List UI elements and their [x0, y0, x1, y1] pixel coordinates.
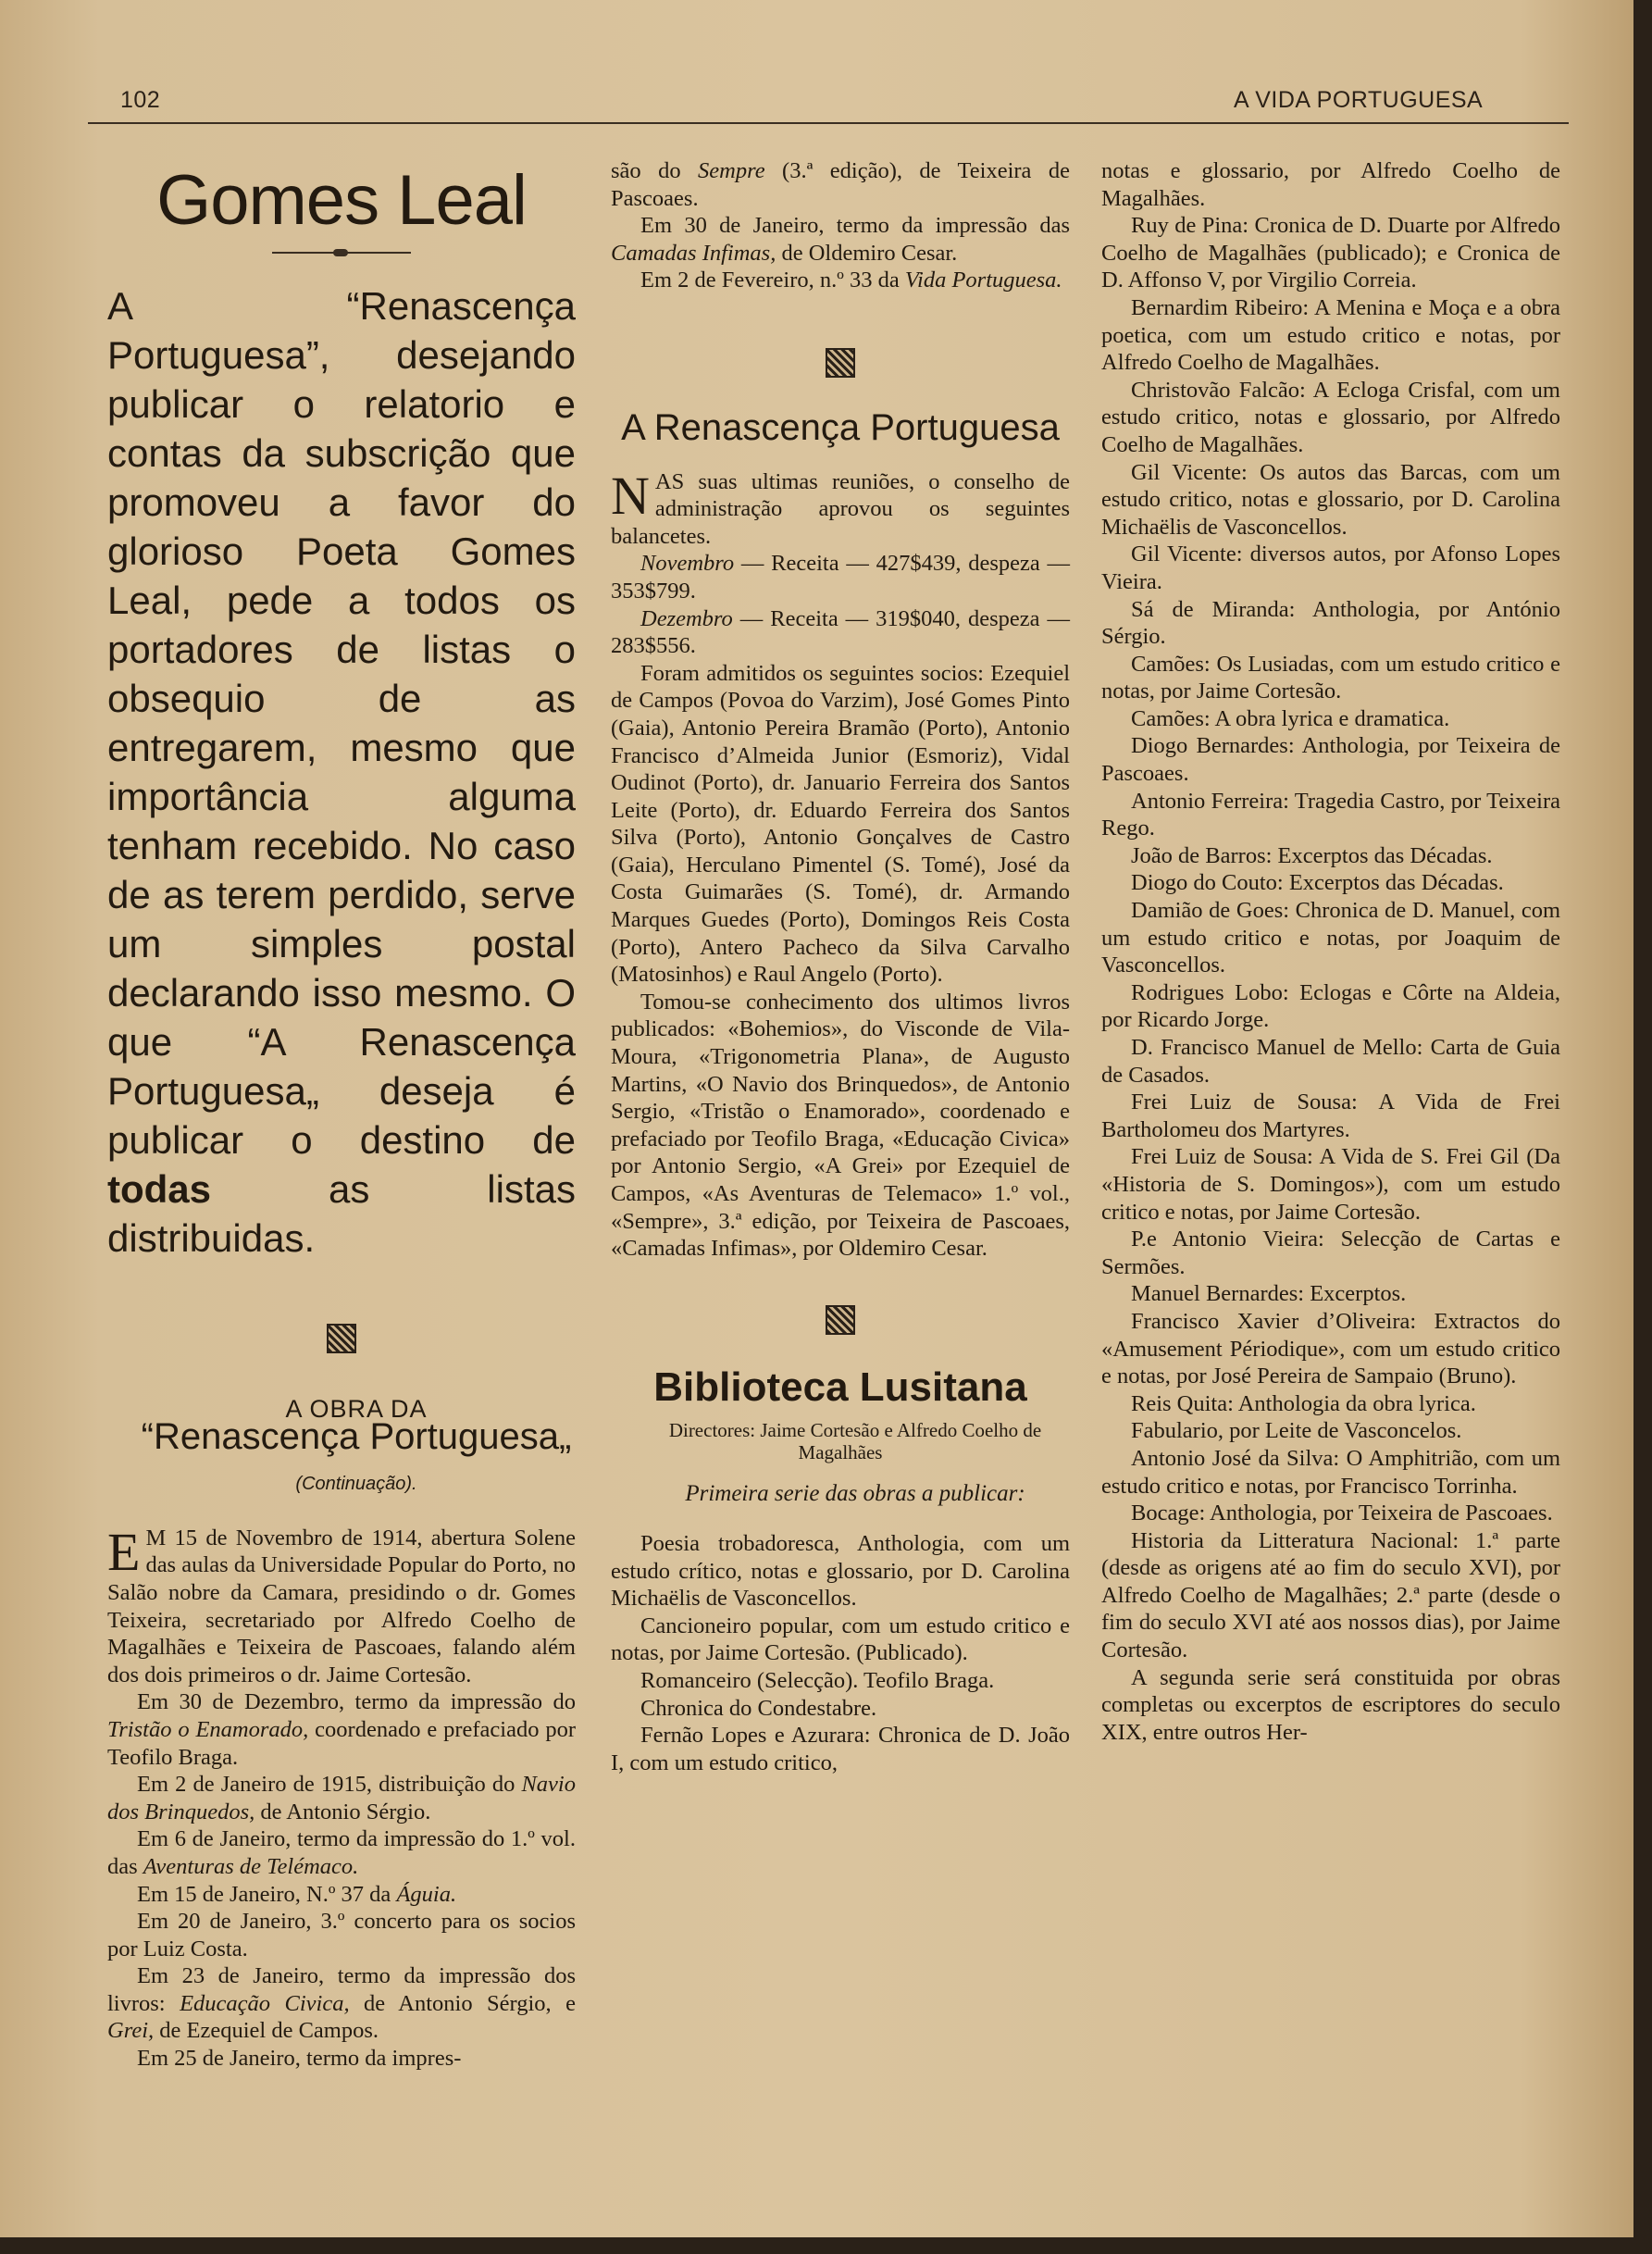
- catalog-entry: Antonio Ferreira: Tragedia Castro, por Teixeira Rego.: [1101, 788, 1560, 841]
- book-title: Águia.: [396, 1881, 457, 1907]
- paragraph-text: são do: [611, 158, 699, 183]
- article-paragraph: [107, 1881, 576, 1909]
- ornament-divider: [272, 252, 411, 254]
- directors-line: Directores: Jaime Cortesão e Alfredo Coelho de Magalhães: [668, 1419, 1042, 1464]
- paragraph-text: — Receita — 319$040, despeza — 283$556.: [611, 605, 1070, 659]
- book-title: Vida Portuguesa.: [904, 268, 1062, 293]
- catalog-entry: Gil Vicente: Os autos das Barcas, com um estudo critico, notas e glossario, por D. Carolina Michaëlis de Vasconcellos.: [1101, 459, 1560, 540]
- paragraph-text: M 15 de Novembro de 1914, abertura Solene das aulas da Universidade Popular do Porto, no Salão nobre da Camara, presidindo o dr. Gomes Teixeira, secretariado por Alfredo Coelho de Magalhães e Teixeira de Pascoaes, falando além dos dois primeiros o dr. Jaime Cortesão.: [107, 1525, 576, 1687]
- paragraph-text: Em 2 de Fevereiro, n.º 33 da: [640, 268, 905, 293]
- paragraph-text: Em 2 de Janeiro de 1915, distribuição do: [137, 1772, 522, 1798]
- page-number: 102: [120, 87, 161, 113]
- paragraph-text: de Oldemiro Cesar.: [776, 240, 958, 266]
- paragraph-text: Em 30 de Dezembro, termo da impressão do: [137, 1689, 576, 1715]
- notice-text-end: as listas distribuidas.: [107, 1167, 576, 1260]
- paragraph-text: coordenado e prefaciado por Teofilo Braga.: [107, 1716, 577, 1770]
- catalog-entry: Bocage: Anthologia, por Teixeira de Pascoaes.: [1131, 1501, 1553, 1526]
- book-title: Educação Civica,: [180, 1990, 350, 2016]
- catalog-entry: Manuel Bernardes: Excerptos.: [1131, 1281, 1407, 1307]
- catalog-entry: Gil Vicente: diversos autos, por Afonso Lopes Vieira.: [1101, 542, 1560, 594]
- paragraph-text: Em 23 de Janeiro, termo da impressão dos livros:: [107, 1963, 576, 2016]
- article-paragraph: [107, 1962, 576, 2045]
- catalog-entry: Romanceiro (Selecção). Teofilo Braga.: [640, 1667, 995, 1693]
- catalog-entry: João de Barros: Excerptos das Décadas.: [1131, 842, 1493, 868]
- paragraph-text: de Antonio Sérgio, e: [349, 1990, 576, 2016]
- article-paragraph: [107, 1771, 576, 1825]
- obra-heading-small: A OBRA DA: [285, 1395, 428, 1423]
- section-title-renascenca: A Renascença Portuguesa: [621, 406, 1060, 448]
- header-rule: [88, 122, 1569, 124]
- catalog-entry: Damião de Goes: Chronica de D. Manuel, com um estudo critico e notas, por Joaquim de Vasconcellos.: [1101, 898, 1560, 978]
- section-title-biblioteca: Biblioteca Lusitana: [653, 1364, 1027, 1410]
- catalog-entry: Frei Luiz de Sousa: A Vida de Frei Bartholomeu dos Martyres.: [1101, 1090, 1560, 1142]
- paragraph-text: de Ezequiel de Campos.: [154, 2018, 379, 2044]
- article-paragraph: Foram admitidos os seguintes socios: Ezequiel de Campos (Povoa do Varzim), José Gomes Pinto (Gaia), Antonio Pereira Bramão (Porto), Antonio Francisco d’Almeida Junior (Esmoriz), Vidal Oudinot (Porto), dr. Januario Ferreira dos Santos Leite (Porto), dr. Eduardo Ferreira dos Santos Silva (Porto), Antonio Gonçalves de Castro (Gaia), Herculano Pimentel (S. Tomé), José da Costa Guimarães (S. Tomé), dr. Armando Marques Guedes (Porto), Domingos Reis Costa (Porto), Antero Pacheco da Silva Carvalho (Matosinhos) e Raul Angelo (Porto).: [611, 660, 1070, 988]
- catalog-entry: Diogo do Couto: Excerptos das Décadas.: [1131, 870, 1504, 896]
- continuation-note: (Continuação).: [295, 1474, 417, 1495]
- book-binding: [1633, 0, 1652, 2254]
- article-paragraph: [611, 212, 1070, 267]
- book-title: Sempre: [698, 158, 765, 183]
- book-title: Camadas Infimas,: [611, 240, 776, 266]
- ornament-emblem-icon: [327, 1324, 356, 1353]
- ornament-emblem-icon: [826, 1305, 855, 1335]
- catalog-entry: Ruy de Pina: Cronica de D. Duarte por Alfredo Coelho de Magalhães (publicado); e Cronica de D. Affonso V, por Virgilio Correia.: [1101, 213, 1560, 293]
- catalog-entry: Diogo Bernardes: Anthologia, por Teixeira de Pascoaes.: [1101, 733, 1560, 787]
- ornament-emblem-icon: [826, 348, 855, 378]
- notice-text: A “Renascença Portuguesa”, desejando publicar o relatorio e contas da subscrição que promoveu a favor do glorioso Poeta Gomes Leal, pede a todos os portadores de listas o obsequio de as entregarem, mesmo que importância alguma tenham recebido. No caso de as terem perdido, serve um simples postal declarando isso mesmo. O que “A Renascença Portuguesa„ deseja é publicar o destino de: [107, 284, 576, 1162]
- paragraph-text: AS suas ultimas reuniões, o conselho de administração aprovou os seguintes balancetes.: [611, 468, 1070, 549]
- paragraph-text: Em 6 de Janeiro, termo da impressão do 1.º vol. das: [107, 1826, 576, 1879]
- page-bottom-edge: [0, 2237, 1652, 2254]
- article-paragraph: Em 20 de Janeiro, 3.º concerto para os socios por Luiz Costa.: [107, 1909, 576, 1961]
- book-title: Aventuras de Telémaco.: [143, 1853, 359, 1879]
- paragraph-text: Em 15 de Janeiro, N.º 37 da: [137, 1881, 397, 1907]
- book-title: Navio dos Brinquedos,: [107, 1772, 576, 1824]
- obra-heading-title: “Renascença Portuguesa„: [141, 1415, 572, 1457]
- catalog-entry: Camões: Os Lusiadas, com um estudo critico e notas, por Jaime Cortesão.: [1101, 651, 1560, 704]
- paragraph-text: de Antonio Sérgio.: [255, 1799, 431, 1824]
- month-label: Dezembro: [640, 605, 733, 631]
- paragraph-text: — Receita — 427$439, despeza — 353$799.: [611, 551, 1070, 604]
- catalog-entry: Camões: A obra lyrica e dramatica.: [1131, 705, 1450, 731]
- notice-bold-word: todas: [107, 1167, 212, 1211]
- catalog-entry: Chronica do Condestabre.: [640, 1695, 877, 1721]
- article-paragraph: [611, 605, 1070, 660]
- column-middle: [611, 157, 1070, 1776]
- drop-cap: E: [107, 1521, 141, 1582]
- drop-cap: N: [611, 465, 650, 526]
- book-title: Grei,: [107, 2018, 155, 2044]
- catalog-entry: Sá de Miranda: Anthologia, por António Sérgio.: [1101, 596, 1560, 650]
- catalog-entry: Fernão Lopes e Azurara: Chronica de D. João I, com um estudo critico,: [611, 1723, 1070, 1775]
- catalog-entry: Antonio José da Silva: O Amphitrião, com um estudo critico e notas, por Francisco Torrinha.: [1101, 1445, 1560, 1499]
- journal-title: A VIDA PORTUGUESA: [1234, 87, 1484, 113]
- article-paragraph: [107, 1688, 576, 1771]
- article-paragraph: [107, 1825, 576, 1880]
- book-title: Tristão o Enamorado,: [107, 1716, 309, 1742]
- catalog-entry: A segunda serie será constituida por obras completas ou excerptos de escriptores do seculo XIX, entre outros Her-: [1101, 1664, 1560, 1745]
- catalog-entry: Frei Luiz de Sousa: A Vida de S. Frei Gil (Da «Historia de S. Domingos»), com um estudo critico e notas, por Jaime Cortesão.: [1101, 1144, 1560, 1225]
- article-title-gomes-leal: Gomes Leal: [156, 161, 527, 240]
- catalog-entry: Bernardim Ribeiro: A Menina e Moça e a obra poetica, com um estudo critico e notas, por Alfredo Coelho de Magalhães.: [1101, 294, 1560, 376]
- paragraph-text: Em 30 de Janeiro, termo da impressão das: [640, 213, 1070, 239]
- catalog-entry: Historia da Litteratura Nacional: 1.ª parte (desde as origens até ao fim do seculo XVI), por Alfredo Coelho de Magalhães; 2.ª parte (desde o fim do seculo XVI até aos nossos dias), por Jaime Cortesão.: [1101, 1527, 1560, 1663]
- catalog-entry: Poesia trobadoresca, Anthologia, com um estudo crítico, notas e glossario, por D. Carolina Michaëlis de Vasconcellos.: [611, 1530, 1070, 1612]
- catalog-entry: D. Francisco Manuel de Mello: Carta de Guia de Casados.: [1101, 1035, 1560, 1088]
- article-paragraph: [611, 550, 1070, 604]
- catalog-entry: Fabulario, por Leite de Vasconcelos.: [1131, 1418, 1462, 1444]
- catalog-entry: Cancioneiro popular, com um estudo critico e notas, por Jaime Cortesão. (Publicado).: [611, 1613, 1070, 1666]
- catalog-entry: Rodrigues Lobo: Eclogas e Côrte na Aldeia, por Ricardo Jorge.: [1101, 979, 1560, 1033]
- article-paragraph: [107, 1521, 576, 1689]
- article-paragraph: [611, 465, 1070, 551]
- paragraph-text: (3.ª edição), de Teixeira de Pascoaes.: [611, 158, 1070, 211]
- catalog-entry: Reis Quita: Anthologia da obra lyrica.: [1131, 1390, 1476, 1416]
- column-right: [1101, 157, 1560, 1746]
- article-paragraph: [611, 157, 1070, 212]
- catalog-entry: Christovão Falcão: A Ecloga Crisfal, com um estudo critico, notas e glossario, por Alfredo Coelho de Magalhães.: [1101, 377, 1560, 457]
- catalog-entry: P.e Antonio Vieira: Selecção de Cartas e Sermões.: [1101, 1227, 1560, 1279]
- column-left: [107, 148, 576, 2073]
- subscription-notice: [107, 281, 576, 1263]
- article-paragraph: [611, 267, 1070, 294]
- article-paragraph: Tomou-se conhecimento dos ultimos livros publicados: «Bohemios», do Visconde de Vila-Moura, «Trigonometria Plana», de Augusto Martins, «O Navio dos Brinquedos», de Antonio Sergio, «Tristão o Enamorado», coordenado e prefaciado por Teofilo Braga, «Educação Civica» por Antonio Sergio, «A Grei» por Ezequiel de Campos, «As Aventuras de Telemaco» 1.º vol., «Sempre», 3.ª edição, por Teixeira de Pascoaes, «Camadas Infimas», por Oldemiro Cesar.: [611, 989, 1070, 1262]
- article-paragraph: Em 25 de Janeiro, termo da impres-: [137, 2046, 462, 2072]
- month-label: Novembro: [640, 551, 735, 577]
- series-heading: Primeira serie das obras a publicar:: [685, 1481, 1025, 1507]
- catalog-entry: notas e glossario, por Alfredo Coelho de Magalhães.: [1101, 158, 1560, 211]
- catalog-entry: Francisco Xavier d’Oliveira: Extractos do «Amusement Périodique», com um estudo critico e notas, por José Pereira de Sampaio (Bruno).: [1101, 1308, 1560, 1389]
